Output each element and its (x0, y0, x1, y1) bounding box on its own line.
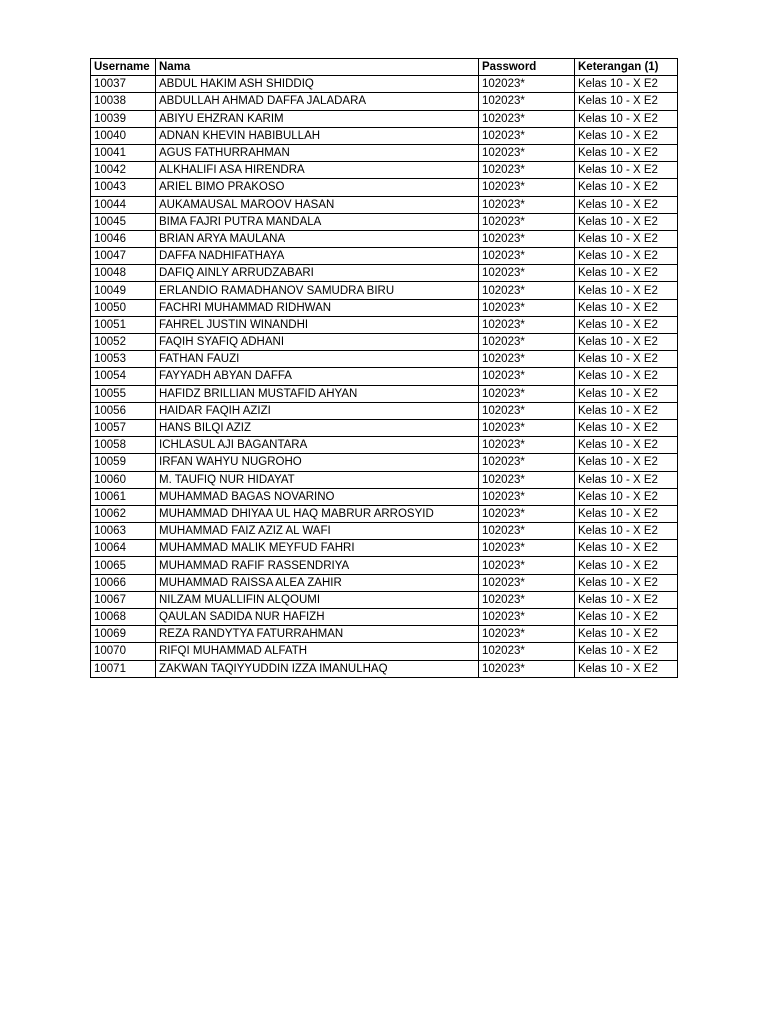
cell-password: 102023* (479, 609, 575, 626)
table-row (91, 540, 678, 557)
cell-nama: MUHAMMAD FAIZ AZIZ AL WAFI (156, 523, 479, 540)
cell-username: 10037 (91, 76, 156, 93)
cell-keterangan: Kelas 10 - X E2 (575, 162, 678, 179)
table-row (91, 643, 678, 660)
cell-password: 102023* (479, 523, 575, 540)
cell-nama: MUHAMMAD RAFIF RASSENDRIYA (156, 557, 479, 574)
cell-password: 102023* (479, 591, 575, 608)
cell-username: 10050 (91, 299, 156, 316)
table-row (91, 574, 678, 591)
cell-username: 10071 (91, 660, 156, 677)
cell-keterangan: Kelas 10 - X E2 (575, 93, 678, 110)
cell-password: 102023* (479, 144, 575, 161)
cell-username: 10053 (91, 351, 156, 368)
cell-username: 10061 (91, 488, 156, 505)
cell-password: 102023* (479, 437, 575, 454)
cell-password: 102023* (479, 557, 575, 574)
table-row (91, 93, 678, 110)
cell-nama: MUHAMMAD BAGAS NOVARINO (156, 488, 479, 505)
cell-username: 10051 (91, 316, 156, 333)
cell-password: 102023* (479, 110, 575, 127)
student-accounts-table (90, 58, 678, 678)
table-row (91, 196, 678, 213)
cell-keterangan: Kelas 10 - X E2 (575, 196, 678, 213)
cell-nama: FACHRI MUHAMMAD RIDHWAN (156, 299, 479, 316)
table-row (91, 505, 678, 522)
cell-username: 10070 (91, 643, 156, 660)
cell-keterangan: Kelas 10 - X E2 (575, 419, 678, 436)
cell-nama: HAFIDZ BRILLIAN MUSTAFID AHYAN (156, 385, 479, 402)
cell-keterangan: Kelas 10 - X E2 (575, 144, 678, 161)
cell-keterangan: Kelas 10 - X E2 (575, 230, 678, 247)
cell-password: 102023* (479, 643, 575, 660)
cell-keterangan: Kelas 10 - X E2 (575, 540, 678, 557)
cell-password: 102023* (479, 351, 575, 368)
cell-nama: MUHAMMAD MALIK MEYFUD FAHRI (156, 540, 479, 557)
table-row (91, 557, 678, 574)
cell-keterangan: Kelas 10 - X E2 (575, 265, 678, 282)
table-row (91, 213, 678, 230)
cell-nama: ICHLASUL AJI BAGANTARA (156, 437, 479, 454)
cell-keterangan: Kelas 10 - X E2 (575, 127, 678, 144)
cell-password: 102023* (479, 368, 575, 385)
table-row (91, 471, 678, 488)
cell-password: 102023* (479, 385, 575, 402)
table-body (91, 76, 678, 678)
cell-password: 102023* (479, 505, 575, 522)
cell-nama: BIMA FAJRI PUTRA MANDALA (156, 213, 479, 230)
cell-nama: DAFFA NADHIFATHAYA (156, 248, 479, 265)
header-password: Password (479, 59, 575, 76)
cell-password: 102023* (479, 93, 575, 110)
table-row (91, 162, 678, 179)
cell-username: 10069 (91, 626, 156, 643)
cell-username: 10041 (91, 144, 156, 161)
cell-password: 102023* (479, 454, 575, 471)
table-row (91, 591, 678, 608)
table-row (91, 402, 678, 419)
cell-nama: MUHAMMAD DHIYAA UL HAQ MABRUR ARROSYID (156, 505, 479, 522)
table-row (91, 609, 678, 626)
table-row (91, 265, 678, 282)
cell-password: 102023* (479, 230, 575, 247)
cell-password: 102023* (479, 316, 575, 333)
table-row (91, 248, 678, 265)
cell-username: 10047 (91, 248, 156, 265)
cell-username: 10058 (91, 437, 156, 454)
header-keterangan: Keterangan (1) (575, 59, 678, 76)
cell-username: 10063 (91, 523, 156, 540)
cell-keterangan: Kelas 10 - X E2 (575, 609, 678, 626)
cell-nama: DAFIQ AINLY ARRUDZABARI (156, 265, 479, 282)
cell-password: 102023* (479, 213, 575, 230)
cell-keterangan: Kelas 10 - X E2 (575, 437, 678, 454)
cell-username: 10064 (91, 540, 156, 557)
cell-nama: ZAKWAN TAQIYYUDDIN IZZA IMANULHAQ (156, 660, 479, 677)
cell-nama: FAQIH SYAFIQ ADHANI (156, 334, 479, 351)
header-row (91, 59, 678, 76)
cell-nama: ADNAN KHEVIN HABIBULLAH (156, 127, 479, 144)
cell-username: 10043 (91, 179, 156, 196)
table-row (91, 488, 678, 505)
cell-username: 10044 (91, 196, 156, 213)
cell-nama: ERLANDIO RAMADHANOV SAMUDRA BIRU (156, 282, 479, 299)
cell-nama: IRFAN WAHYU NUGROHO (156, 454, 479, 471)
cell-username: 10057 (91, 419, 156, 436)
table-row (91, 179, 678, 196)
cell-password: 102023* (479, 299, 575, 316)
cell-keterangan: Kelas 10 - X E2 (575, 454, 678, 471)
cell-keterangan: Kelas 10 - X E2 (575, 282, 678, 299)
table-row (91, 626, 678, 643)
cell-username: 10065 (91, 557, 156, 574)
cell-username: 10038 (91, 93, 156, 110)
cell-keterangan: Kelas 10 - X E2 (575, 488, 678, 505)
cell-keterangan: Kelas 10 - X E2 (575, 505, 678, 522)
table-row (91, 76, 678, 93)
cell-keterangan: Kelas 10 - X E2 (575, 643, 678, 660)
table-row (91, 385, 678, 402)
cell-password: 102023* (479, 196, 575, 213)
cell-password: 102023* (479, 471, 575, 488)
cell-password: 102023* (479, 660, 575, 677)
cell-password: 102023* (479, 488, 575, 505)
table-row (91, 437, 678, 454)
cell-keterangan: Kelas 10 - X E2 (575, 248, 678, 265)
cell-username: 10040 (91, 127, 156, 144)
cell-password: 102023* (479, 265, 575, 282)
table-row (91, 144, 678, 161)
cell-keterangan: Kelas 10 - X E2 (575, 385, 678, 402)
cell-nama: FAHREL JUSTIN WINANDHI (156, 316, 479, 333)
table-row (91, 454, 678, 471)
cell-nama: NILZAM MUALLIFIN ALQOUMI (156, 591, 479, 608)
cell-username: 10049 (91, 282, 156, 299)
cell-username: 10056 (91, 402, 156, 419)
table-row (91, 351, 678, 368)
cell-keterangan: Kelas 10 - X E2 (575, 299, 678, 316)
cell-nama: QAULAN SADIDA NUR HAFIZH (156, 609, 479, 626)
cell-username: 10067 (91, 591, 156, 608)
cell-username: 10062 (91, 505, 156, 522)
cell-username: 10066 (91, 574, 156, 591)
cell-nama: ABIYU EHZRAN KARIM (156, 110, 479, 127)
cell-keterangan: Kelas 10 - X E2 (575, 351, 678, 368)
cell-nama: RIFQI MUHAMMAD ALFATH (156, 643, 479, 660)
table-row (91, 282, 678, 299)
cell-password: 102023* (479, 127, 575, 144)
cell-password: 102023* (479, 282, 575, 299)
table-row (91, 660, 678, 677)
cell-password: 102023* (479, 334, 575, 351)
cell-nama: ALKHALIFI ASA HIRENDRA (156, 162, 479, 179)
table-row (91, 368, 678, 385)
table-row (91, 299, 678, 316)
cell-username: 10045 (91, 213, 156, 230)
cell-keterangan: Kelas 10 - X E2 (575, 110, 678, 127)
cell-keterangan: Kelas 10 - X E2 (575, 557, 678, 574)
cell-username: 10055 (91, 385, 156, 402)
cell-password: 102023* (479, 419, 575, 436)
cell-keterangan: Kelas 10 - X E2 (575, 334, 678, 351)
cell-nama: REZA RANDYTYA FATURRAHMAN (156, 626, 479, 643)
cell-username: 10059 (91, 454, 156, 471)
cell-keterangan: Kelas 10 - X E2 (575, 316, 678, 333)
table-row (91, 127, 678, 144)
header-username: Username (91, 59, 156, 76)
cell-password: 102023* (479, 179, 575, 196)
cell-nama: ABDUL HAKIM ASH SHIDDIQ (156, 76, 479, 93)
table-row (91, 230, 678, 247)
cell-keterangan: Kelas 10 - X E2 (575, 179, 678, 196)
cell-username: 10046 (91, 230, 156, 247)
cell-username: 10042 (91, 162, 156, 179)
cell-nama: HANS BILQI AZIZ (156, 419, 479, 436)
cell-password: 102023* (479, 248, 575, 265)
table-row (91, 316, 678, 333)
cell-username: 10052 (91, 334, 156, 351)
cell-nama: BRIAN ARYA MAULANA (156, 230, 479, 247)
cell-keterangan: Kelas 10 - X E2 (575, 213, 678, 230)
cell-password: 102023* (479, 574, 575, 591)
cell-keterangan: Kelas 10 - X E2 (575, 523, 678, 540)
cell-nama: M. TAUFIQ NUR HIDAYAT (156, 471, 479, 488)
cell-username: 10068 (91, 609, 156, 626)
cell-password: 102023* (479, 402, 575, 419)
cell-keterangan: Kelas 10 - X E2 (575, 402, 678, 419)
table-row (91, 523, 678, 540)
cell-nama: AGUS FATHURRAHMAN (156, 144, 479, 161)
table-row (91, 334, 678, 351)
cell-nama: ARIEL BIMO PRAKOSO (156, 179, 479, 196)
cell-nama: AUKAMAUSAL MAROOV HASAN (156, 196, 479, 213)
cell-username: 10039 (91, 110, 156, 127)
cell-keterangan: Kelas 10 - X E2 (575, 471, 678, 488)
cell-password: 102023* (479, 76, 575, 93)
cell-keterangan: Kelas 10 - X E2 (575, 626, 678, 643)
cell-password: 102023* (479, 626, 575, 643)
cell-username: 10060 (91, 471, 156, 488)
cell-password: 102023* (479, 540, 575, 557)
cell-keterangan: Kelas 10 - X E2 (575, 660, 678, 677)
cell-nama: FATHAN FAUZI (156, 351, 479, 368)
cell-nama: FAYYADH ABYAN DAFFA (156, 368, 479, 385)
cell-nama: MUHAMMAD RAISSA ALEA ZAHIR (156, 574, 479, 591)
cell-nama: HAIDAR FAQIH AZIZI (156, 402, 479, 419)
cell-nama: ABDULLAH AHMAD DAFFA JALADARA (156, 93, 479, 110)
cell-keterangan: Kelas 10 - X E2 (575, 368, 678, 385)
cell-username: 10054 (91, 368, 156, 385)
cell-keterangan: Kelas 10 - X E2 (575, 76, 678, 93)
cell-password: 102023* (479, 162, 575, 179)
cell-keterangan: Kelas 10 - X E2 (575, 591, 678, 608)
table-row (91, 110, 678, 127)
header-nama: Nama (156, 59, 479, 76)
table-row (91, 419, 678, 436)
cell-username: 10048 (91, 265, 156, 282)
cell-keterangan: Kelas 10 - X E2 (575, 574, 678, 591)
